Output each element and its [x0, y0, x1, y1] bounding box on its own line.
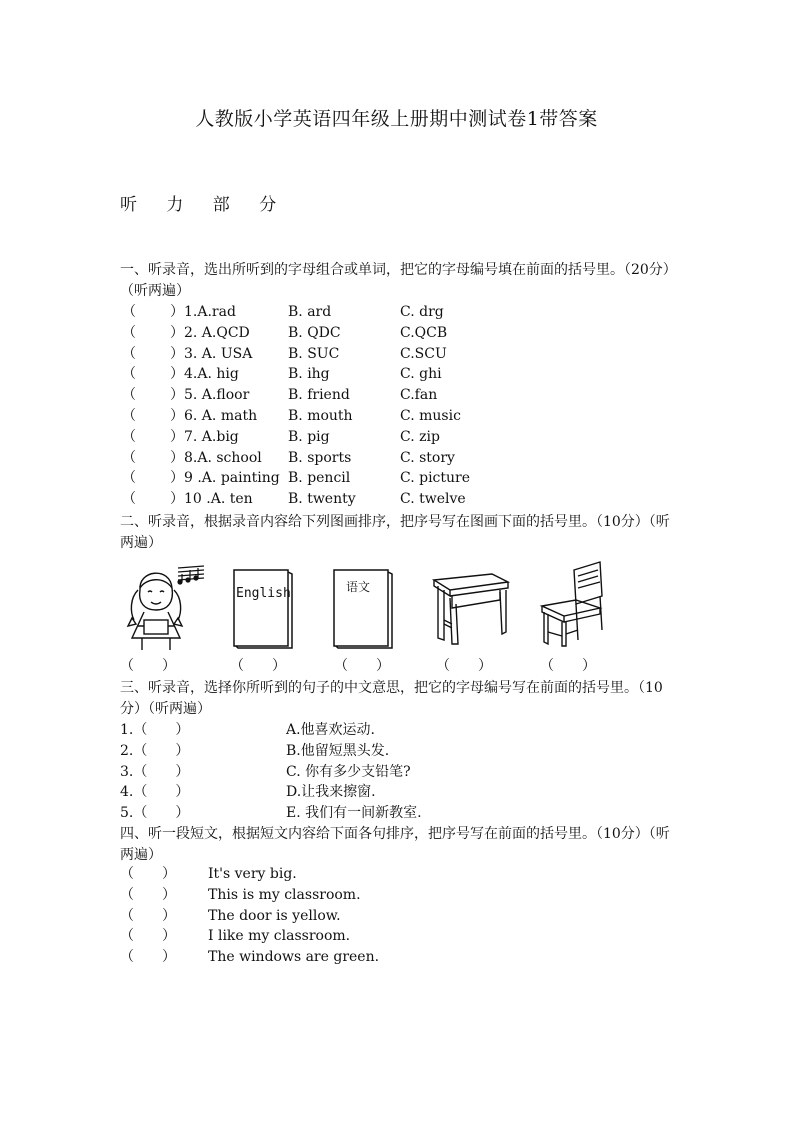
answer-bracket-close: ） — [170, 408, 184, 424]
sentence-text: This is my classroom. — [208, 886, 361, 903]
answer-bracket-open[interactable]: （ — [122, 366, 136, 383]
answer-option: C. 你有多少支铅笔? — [286, 763, 411, 780]
order-bracket[interactable]: （ ） — [120, 907, 176, 924]
option-c: C. picture — [400, 470, 471, 487]
picture-bracket-1[interactable]: （ ） — [120, 658, 176, 674]
english-book-label: English — [236, 586, 291, 601]
option-a: 1.A.rad — [184, 304, 236, 320]
order-bracket[interactable]: （ ） — [120, 866, 176, 882]
option-c: C. music — [400, 408, 461, 424]
order-bracket[interactable]: （ ） — [120, 886, 176, 903]
section3-item-row — [120, 782, 680, 803]
section2-heading: 二、听录音，根据录音内容给下列图画排序，把序号写在图画下面的括号里。（10分）（听两遍） — [120, 514, 670, 551]
sentence-text: I like my classroom. — [208, 928, 351, 945]
option-c: C. twelve — [400, 491, 466, 508]
answer-option: A.他喜欢运动. — [286, 722, 376, 738]
option-b: B. pencil — [288, 470, 351, 487]
option-c: C.fan — [400, 387, 438, 404]
option-b: B. friend — [288, 387, 350, 404]
answer-option: E. 我们有一间新教室. — [286, 805, 422, 822]
section1-item-row — [120, 302, 680, 323]
option-b: B. mouth — [288, 408, 353, 424]
order-bracket[interactable]: （ ） — [120, 949, 176, 966]
option-b: B. ihg — [288, 366, 330, 383]
section1-item-row — [120, 364, 680, 385]
answer-bracket-close: ） — [170, 324, 184, 341]
desk-picture — [430, 568, 510, 648]
section1-item-row — [120, 427, 680, 448]
option-b: B. pig — [288, 428, 330, 445]
option-b: B. sports — [288, 449, 352, 466]
order-bracket[interactable]: （ ） — [120, 928, 176, 945]
section3-item-row — [120, 741, 680, 762]
option-c: C.SCU — [400, 345, 447, 362]
section3-item-row — [120, 803, 680, 824]
section3-item-row — [120, 762, 680, 783]
answer-bracket-open[interactable]: （ — [122, 304, 136, 320]
sentence-text: It's very big. — [208, 866, 297, 882]
option-a: 6. A. math — [184, 408, 258, 424]
answer-bracket-open[interactable]: （ — [122, 408, 136, 424]
section3-heading: 三、听录音，选择你所听到的句子的中文意思，把它的字母编号写在前面的括号里。（10分）（听两遍） — [120, 680, 663, 717]
picture-bracket-5[interactable]: （ ） — [540, 658, 596, 674]
option-a: 9 .A. painting — [184, 470, 280, 487]
option-c: C. story — [400, 449, 455, 466]
answer-bracket-open[interactable]: （ — [122, 449, 136, 466]
section1-item-row — [120, 385, 680, 406]
answer-option: B.他留短黑头发. — [286, 742, 390, 759]
answer-bracket-close: ） — [170, 345, 184, 362]
answer-bracket-open[interactable]: （ — [122, 345, 136, 362]
option-b: B. twenty — [288, 491, 356, 508]
section4-item-row — [120, 906, 680, 927]
section4-item-row — [120, 864, 680, 885]
option-a: 2. A.QCD — [184, 324, 250, 341]
picture-bracket-2[interactable]: （ ） — [230, 658, 286, 674]
section1-item-row — [120, 344, 680, 365]
section-subtitle: 听 力 部 分 — [120, 195, 289, 215]
section1-item-row — [120, 406, 680, 427]
answer-bracket-close: ） — [170, 304, 184, 320]
option-a: 3. A. USA — [184, 345, 253, 362]
option-c: C.QCB — [400, 324, 448, 341]
question-number-bracket[interactable]: 5.（ ） — [120, 805, 190, 822]
option-a: 8.A. school — [184, 449, 262, 466]
question-number-bracket[interactable]: 4.（ ） — [120, 784, 190, 801]
picture-bracket-3[interactable]: （ ） — [334, 658, 390, 674]
answer-bracket-close: ） — [170, 428, 184, 445]
answer-bracket-close: ） — [170, 387, 184, 404]
chair-picture — [534, 560, 610, 648]
section3-item-row — [120, 720, 680, 741]
answer-option: D.让我来擦窗. — [286, 784, 376, 801]
answer-bracket-open[interactable]: （ — [122, 470, 136, 487]
question-number-bracket[interactable]: 3.（ ） — [120, 763, 190, 780]
option-a: 5. A.floor — [184, 387, 250, 404]
option-a: 10 .A. ten — [184, 491, 253, 508]
option-c: C. ghi — [400, 366, 442, 383]
chinese-book-label: 语文 — [346, 580, 371, 594]
question-number-bracket[interactable]: 1.（ ） — [120, 722, 190, 738]
option-a: 4.A. hig — [184, 366, 239, 383]
section1-item-row — [120, 468, 680, 489]
option-c: C. zip — [400, 428, 440, 445]
section4-heading: 四、听一段短文，根据短文内容给下面各句排序，把序号写在前面的括号里。（10分）（听两遍） — [120, 826, 670, 863]
option-b: B. QDC — [288, 324, 341, 341]
answer-bracket-open[interactable]: （ — [122, 387, 136, 404]
answer-bracket-close: ） — [170, 366, 184, 383]
section1-item-row — [120, 489, 680, 510]
section4-item-row — [120, 947, 680, 968]
answer-bracket-open[interactable]: （ — [122, 491, 136, 508]
chinese-book-picture — [332, 568, 394, 650]
option-b: B. ard — [288, 304, 332, 320]
sentence-text: The door is yellow. — [208, 907, 341, 924]
answer-bracket-open[interactable]: （ — [122, 324, 136, 341]
girl-reading-picture — [118, 560, 210, 652]
english-book-picture — [232, 568, 294, 650]
book-outline-icon — [232, 568, 294, 650]
page-title: 人教版小学英语四年级上册期中测试卷1带答案 — [195, 108, 598, 130]
answer-bracket-close: ） — [170, 449, 184, 466]
option-b: B. SUC — [288, 345, 340, 362]
sentence-text: The windows are green. — [208, 949, 380, 966]
option-a: 7. A.big — [184, 428, 239, 445]
section4-item-row — [120, 926, 680, 947]
answer-bracket-close: ） — [170, 470, 184, 487]
answer-bracket-open[interactable]: （ — [122, 428, 136, 445]
question-number-bracket[interactable]: 2.（ ） — [120, 742, 190, 759]
section1-heading: 一、听录音，选出所听到的字母组合或单词，把它的字母编号填在前面的括号里。（20分）（听两遍） — [120, 262, 677, 299]
picture-bracket-4[interactable]: （ ） — [436, 658, 492, 674]
option-c: C. drg — [400, 304, 444, 320]
answer-bracket-close: ） — [170, 491, 184, 508]
section1-item-row — [120, 448, 680, 469]
section1-item-row — [120, 323, 680, 344]
section4-item-row — [120, 885, 680, 906]
